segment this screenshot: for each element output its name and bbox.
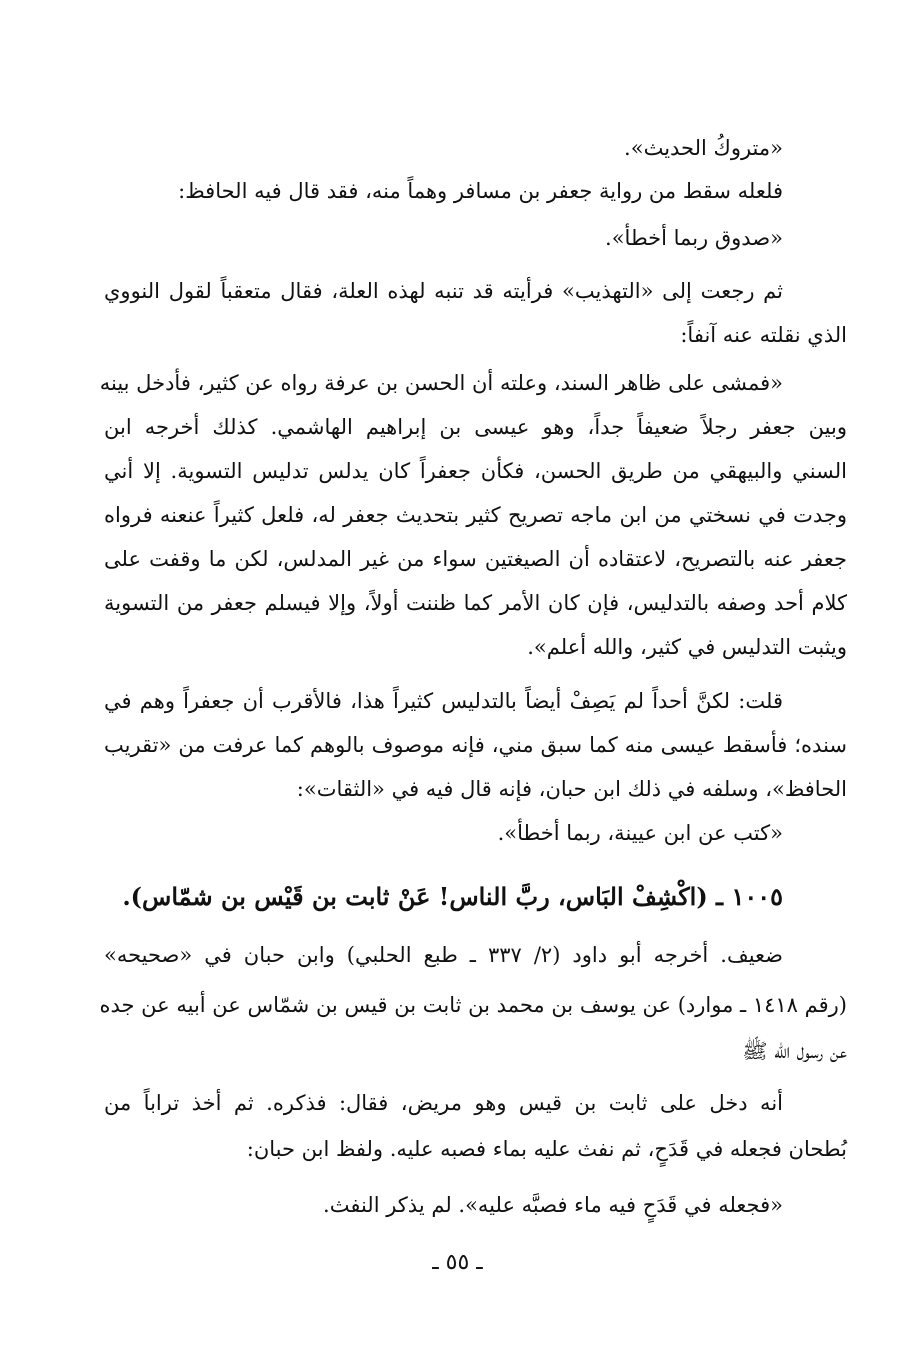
text-line: ضعيف. أخرجه أبو داود (٢/ ٣٣٧ ـ طبع الحلبي) وابن حبان في «صحيحه» <box>104 943 783 967</box>
text-line: وبين جعفر رجلاً ضعيفاً جداً، وهو عيسى بن إبراهيم الهاشمي. كذلك أخرجه ابن <box>104 415 847 439</box>
text-line: الحافظ»، وسلفه في ذلك ابن حبان، فإنه قال فيه في «الثقات»: <box>296 777 847 801</box>
text-line: الذي نقلته عنه آنفاً: <box>680 323 847 347</box>
text-line: وجدت في نسختي من ابن ماجه تصريح كثير بتحديث جعفر له، فلعل كثيراً عنعنه فرواه <box>104 503 847 527</box>
text-line: السني والبيهقي من طريق الحسن، فكأن جعفراً كان يدلس تدليس التسوية. إلا أني <box>104 459 847 483</box>
text-line: أنه دخل على ثابت بن قيس وهو مريض، فقال: فذكره. ثم أخذ تراباً من <box>104 1091 783 1115</box>
text-line: «متروكُ الحديث». <box>624 136 783 160</box>
text-line: ثم رجعت إلى «التهذيب» فرأيته قد تنبه لهذه العلة، فقال متعقباً لقول النووي <box>104 279 783 303</box>
text-line: فلعله سقط من رواية جعفر بن مسافر وهماً منه، فقد قال فيه الحافظ: <box>178 179 783 203</box>
text-line: قلت: لكنَّ أحداً لم يَصِفْ أيضاً بالتدليس كثيراً هذا، فالأقرب أن جعفراً وهم في <box>104 689 783 713</box>
text-line: عن رسول الله ﷺ <box>742 1039 847 1063</box>
text-line: «كتب عن ابن عيينة، ربما أخطأ». <box>497 821 783 845</box>
text-line: «صدوق ربما أخطأ». <box>605 226 783 250</box>
text-line: بُطحان فجعله في قَدَحٍ، ثم نفث عليه بماء فصبه عليه. ولفظ ابن حبان: <box>246 1137 847 1161</box>
page-number: ـ ٥٥ ـ <box>432 1250 483 1275</box>
text-line: «فجعله في قَدَحٍ فيه ماء فصبَّه عليه». لم يذكر النفث. <box>323 1193 783 1217</box>
hadith-heading: ١٠٠٥ ـ (اكْشِفْ البَاس، ربَّ الناس! عَنْ ثابت بن قَيْس بن شمّاس). <box>122 882 783 911</box>
text-line: كلام أحد وصفه بالتدليس، فإن كان الأمر كما ظننت أولاً، وإلا فيسلم جعفر من التسوية <box>104 591 847 615</box>
text-line: ويثبت التدليس في كثير، والله أعلم». <box>527 635 847 659</box>
text-line: (رقم ١٤١٨ ـ موارد) عن يوسف بن محمد بن ثابت بن قيس بن شمّاس عن أبيه عن جده <box>99 993 847 1017</box>
text-line: «فمشى على ظاهر السند، وعلته أن الحسن بن عرفة رواه عن كثير، فأدخل بينه <box>99 371 783 395</box>
text-line: سنده؛ فأسقط عيسى منه كما سبق مني، فإنه موصوف بالوهم كما عرفت من «تقريب <box>104 733 847 757</box>
text-line: جعفر عنه بالتصريح، لاعتقاده أن الصيغتين سواء من غير المدلس، لكن ما وقفت على <box>104 547 847 571</box>
